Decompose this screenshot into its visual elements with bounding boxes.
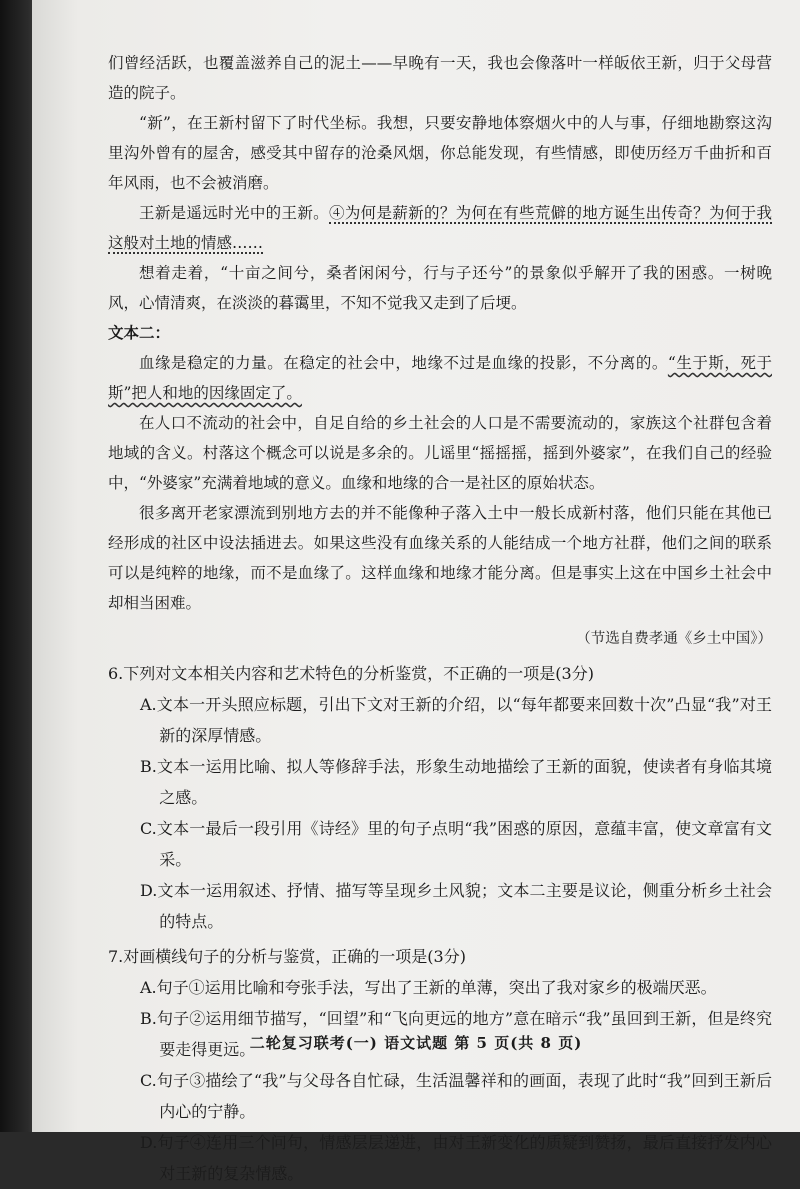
passage2-para2: 在人口不流动的社会中，自足自给的乡土社会的人口是不需要流动的，家族这个社群包含着地域的含义。村落这个概念可以说是多余的。儿谣里“摇摇摇，摇到外婆家”，在我们自己的经验中，“外婆家”充满着地域的意义。血缘和地缘的合一是社区的原始状态。 <box>108 414 772 492</box>
question-6-option-a: A.文本一开头照应标题，引出下文对王新的介绍，以“每年都要来回数十次”凸显“我”对王新的深厚情感。 <box>140 695 772 745</box>
question-6-option-d: D.文本一运用叙述、抒情、描写等呈现乡土风貌；文本二主要是议论，侧重分析乡土社会的特点。 <box>140 881 772 931</box>
passage2-source: （节选自费孝通《乡土中国》） <box>576 631 772 647</box>
page-content <box>108 48 772 1189</box>
question-6-option-b: B.文本一运用比喻、拟人等修辞手法，形象生动地描绘了王新的面貌，使读者有身临其境之感。 <box>140 757 772 807</box>
question-7-option-d: D.句子④连用三个问句，情感层层递进，由对王新变化的质疑到赞扬，最后直接抒发内心对王新的复杂情感。 <box>140 1133 772 1183</box>
underlined-sentence-4: ④为何是薪新的？为何在有些荒僻的地方诞生出传奇？为何于我这般对土地的情感…… <box>108 204 772 252</box>
question-7-option-a: A.句子①运用比喻和夸张手法，写出了王新的单薄，突出了我对家乡的极端厌恶。 <box>140 978 717 997</box>
question-7-stem: 7.对画横线句子的分析与鉴赏，正确的一项是(3分) <box>108 947 466 966</box>
question-7-option-c: C.句子③描绘了“我”与父母各自忙碌，生活温馨祥和的画面，表现了此时“我”回到王新后内心的宁静。 <box>140 1071 772 1121</box>
passage2-para1-start: 血缘是稳定的力量。在稳定的社会中，地缘不过是血缘的投影，不分离的。 <box>139 354 668 372</box>
passage2-para1 <box>108 348 772 408</box>
wavy-underlined-sentence: “生于斯，死于斯”把人和地的因缘固定了。 <box>108 354 772 402</box>
page-footer: 二轮复习联考(一) 语文试题 第 5 页(共 8 页) <box>249 1034 583 1052</box>
question-7-option-b: B.句子②运用细节描写，“回望”和“飞向更远的地方”意在暗示“我”虽回到王新，但是终究要走得更远。 <box>140 1009 772 1059</box>
passage1-para3-start: 王新是遥远时光中的王新。 <box>139 204 329 222</box>
passage1-para-last: 想着走着，“十亩之间兮，桑者闲闲兮，行与子还兮”的景象似乎解开了我的困惑。一树晚风，心情清爽，在淡淡的暮霭里，不知不觉我又走到了后埂。 <box>108 264 772 312</box>
passage1-continuation: 们曾经活跃，也覆盖滋养自己的泥土——早晚有一天，我也会像落叶一样皈依王新，归于父母营造的院子。 <box>108 54 772 102</box>
passage2-heading: 文本二： <box>108 323 171 342</box>
exam-page <box>32 0 800 1183</box>
question-6-stem: 6.下列对文本相关内容和艺术特色的分析鉴赏，不正确的一项是(3分) <box>108 664 594 683</box>
passage2-para3: 很多离开老家漂流到别地方去的并不能像种子落入土中一般长成新村落，他们只能在其他已经形成的社区中设法插进去。如果这些没有血缘关系的人能结成一个地方社群，他们之间的联系可以是纯粹的地缘，而不是血缘了。这样血缘和地缘才能分离。但是事实上这在中国乡土社会中却相当困难。 <box>108 504 772 612</box>
passage1-para: “新”，在王新村留下了时代坐标。我想，只要安静地体察烟火中的人与事，仔细地勘察这沟里沟外曾有的屋舍，感受其中留存的沧桑风烟，你总能发现，有些情感，即使历经万千曲折和百年风雨，也不会被消磨。 <box>108 114 772 192</box>
question-6-option-c: C.文本一最后一段引用《诗经》里的句子点明“我”困惑的原因，意蕴丰富，使文章富有文采。 <box>140 819 772 869</box>
passage1-para-question <box>108 198 772 258</box>
